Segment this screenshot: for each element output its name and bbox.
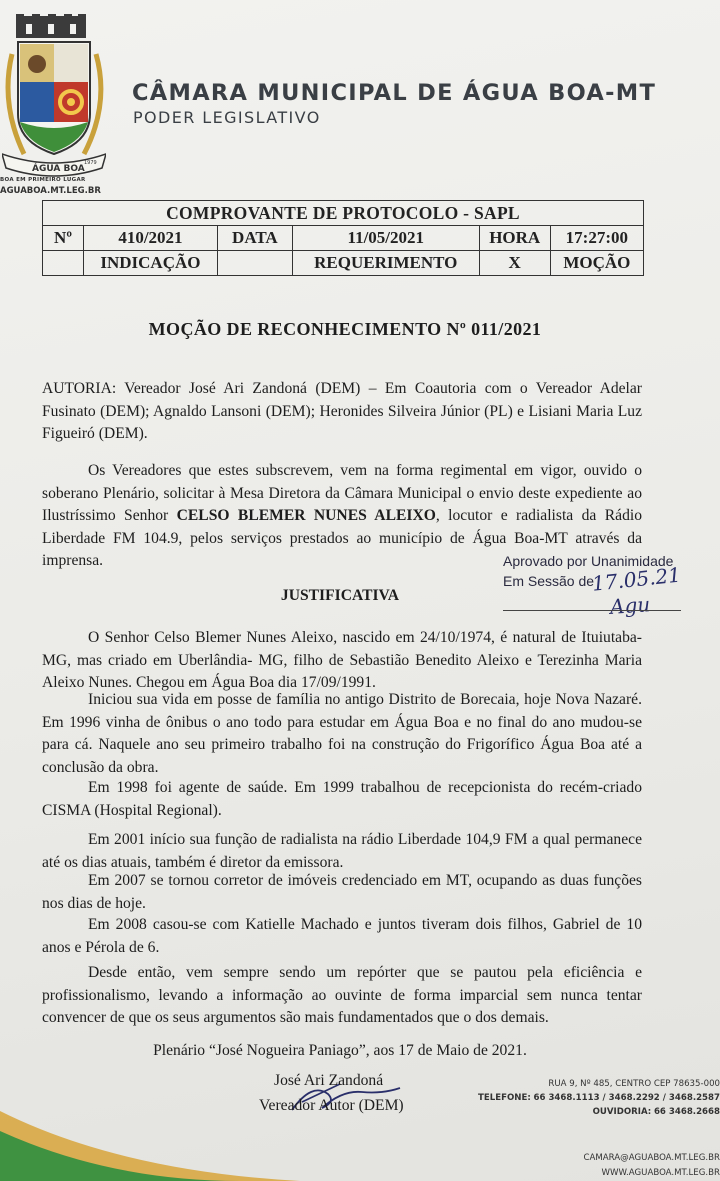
protocol-time-value: 17:27:00 <box>550 226 643 251</box>
protocol-type-requerimento: REQUERIMENTO <box>292 251 479 276</box>
stamp-approved-line: Aprovado por Unanimidade <box>503 553 674 569</box>
protocol-number-value: 410/2021 <box>84 226 218 251</box>
protocol-empty-cell <box>43 251 84 276</box>
crest-motto: BOA EM PRIMEIRO LUGAR <box>0 177 86 183</box>
document-title: MOÇÃO DE RECONHECIMENTO Nº 011/2021 <box>148 319 542 339</box>
protocol-empty-cell <box>217 251 292 276</box>
svg-text:1979: 1979 <box>84 160 97 166</box>
justification-paragraph: Em 2007 se tornou corretor de imóveis credenciado em MT, ocupando as duas funções nos dias de hoje. <box>42 872 642 912</box>
protocol-date-value: 11/05/2021 <box>292 226 479 251</box>
footer-phone-label: TELEFONE: <box>478 1093 531 1103</box>
stamp-rule <box>503 610 681 611</box>
protocol-number-label: Nº <box>43 226 84 251</box>
closing-line: Plenário “José Nogueira Paniago”, aos 17 de Maio de 2021. <box>153 1042 527 1059</box>
svg-text:ÁGUA BOA: ÁGUA BOA <box>32 164 85 174</box>
footer-email: CAMARA@AGUABOA.MT.LEG.BR <box>583 1153 720 1163</box>
protocol-type-mocao: MOÇÃO <box>550 251 643 276</box>
crest-website: AGUABOA.MT.LEG.BR <box>0 186 101 196</box>
org-subtitle: PODER LEGISLATIVO <box>133 108 321 127</box>
signer-name: José Ari Zandoná <box>274 1072 384 1089</box>
justification-paragraph: Em 2008 casou-se com Katielle Machado e juntos tiveram dois filhos, Gabriel de 10 anos e Pérola de 6. <box>42 916 642 956</box>
protocol-title: COMPROVANTE DE PROTOCOLO - SAPL <box>43 201 644 226</box>
signer-role: Vereador Autor (DEM) <box>259 1097 404 1114</box>
footer-address: RUA 9, Nº 485, CENTRO CEP 78635-000 <box>548 1079 720 1089</box>
footer-phone <box>478 1093 720 1103</box>
justification-paragraph: Desde então, vem sempre sendo um repórter que se pautou pela eficiência e profissionalismo, levando a informação ao ouvinte de forma imparcial sem nunca tentar convencer de que os seus argumentos são mais fundamentados que o dos demais. <box>42 964 642 1026</box>
svg-text:17.05.21: 17.05.21 <box>590 562 682 596</box>
authorship-paragraph: AUTORIA: Vereador José Ari Zandoná (DEM) – Em Coautoria com o Vereador Adelar Fusinato (DEM); Agnaldo Lansoni (DEM); Heronides Silveira Júnior (PL) e Lisiani Maria Luz Figueiró (DEM). <box>42 380 642 442</box>
protocol-time-label: HORA <box>479 226 550 251</box>
protocol-date-label: DATA <box>217 226 292 251</box>
justification-paragraph: Em 1998 foi agente de saúde. Em 1999 trabalhou de recepcionista do recém-criado CISMA (Hospital Regional). <box>42 779 642 819</box>
request-text-end: , locutor e radialista da Rádio Liberdade FM 104.9, pelos serviços prestados ao município de Água Boa-MT através da imprensa. <box>42 507 642 569</box>
justification-paragraph: Iniciou sua vida em posse de família no antigo Distrito de Borecaia, hoje Nova Nazaré. Em 1996 vinha de ônibus o ano todo para estudar em Água Boa e no final do ano mudou-se para cá. Naquele ano seu primeiro trabalho foi na construção do Frigorífico Água Boa até a conclusão da obra. <box>42 691 642 776</box>
protocol-table <box>42 200 644 276</box>
svg-text:Agu: Agu <box>609 592 651 619</box>
justification-paragraph: Em 2001 início sua função de radialista na rádio Liberdade 104,9 FM a qual permanece até os dias atuais, também é diretor da emissora. <box>42 831 642 871</box>
footer-ombudsman-label: OUVIDORIA: <box>592 1107 652 1117</box>
honoree-name: CELSO BLEMER NUNES ALEIXO <box>176 507 436 524</box>
coat-of-arms-logo <box>2 14 106 184</box>
stamp-session-line: Em Sessão de <box>503 573 595 589</box>
protocol-type-indicacao: INDICAÇÃO <box>84 251 218 276</box>
footer-ombudsman <box>593 1107 720 1117</box>
org-title: CÂMARA MUNICIPAL DE ÁGUA BOA-MT <box>132 80 657 106</box>
protocol-type-mark: X <box>479 251 550 276</box>
request-text-start: Os Vereadores que estes subscrevem, vem na forma regimental em vigor, ouvido o soberano Plenário, solicitar à Mesa Diretora da Câmara Municipal o envio deste expediente ao Ilustríssimo Senhor <box>42 462 642 524</box>
justification-paragraph: O Senhor Celso Blemer Nunes Aleixo, nascido em 24/10/1974, é natural de Ituiutaba-MG, mas criado em Uberlândia- MG, filho de Sebastião Benedito Aleixo e Terezinha Maria Aleixo Nunes. Chegou em Água Boa dia 17/09/1991. <box>42 629 642 691</box>
footer-ombudsman-value: 66 3468.2668 <box>653 1107 720 1117</box>
footer-phone-value: 66 3468.1113 / 3468.2292 / 3468.2587 <box>533 1093 720 1103</box>
footer-website: WWW.AGUABOA.MT.LEG.BR <box>601 1168 720 1178</box>
justification-title: JUSTIFICATIVA <box>280 587 400 604</box>
